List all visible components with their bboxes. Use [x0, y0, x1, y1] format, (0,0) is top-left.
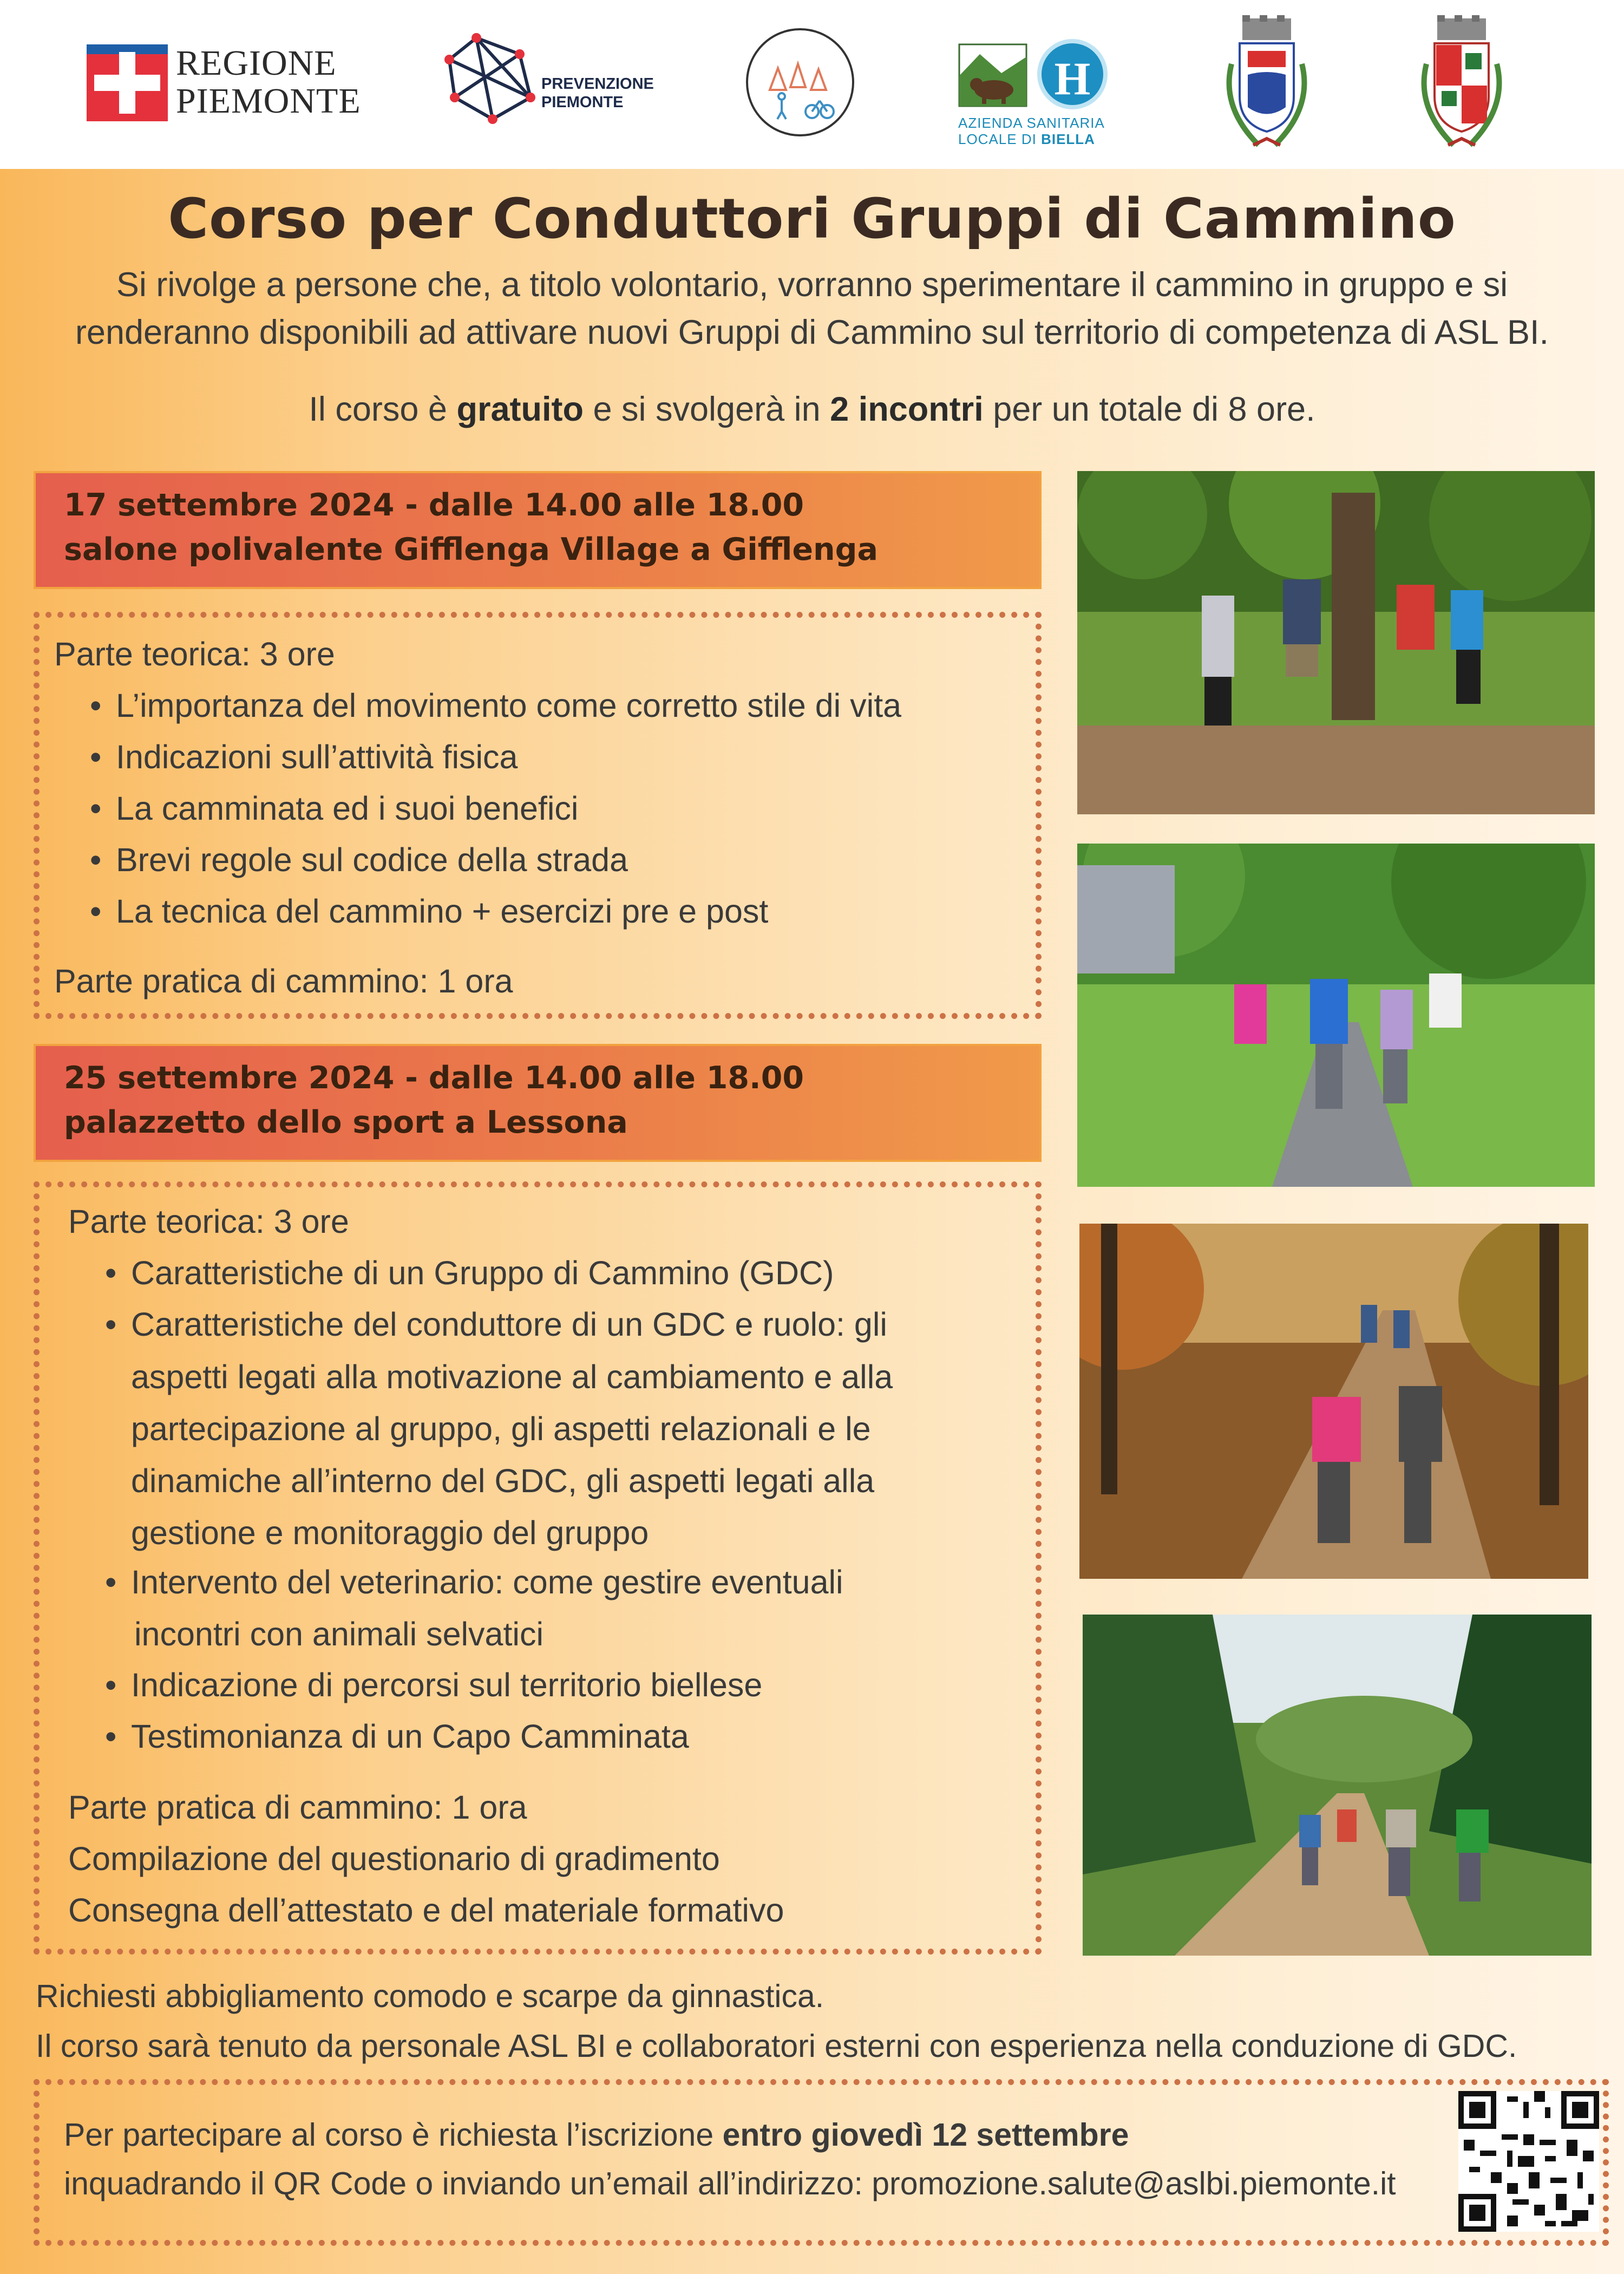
session2-topic-list: [102, 1247, 887, 1350]
lessona-coat-of-arms-icon: [1405, 15, 1518, 164]
session2-item2-continuation: aspetti legati alla motivazione al cambiamento e alla partecipazione al gruppo, gli aspetti relazionali e le dinamiche all’interno del GDC, gli aspetti legati alla gestione e monitoraggio del gruppo: [131, 1358, 893, 1551]
list-item: • La camminata ed i suoi benefici: [87, 783, 901, 834]
session2-date-banner: 25 settembre 2024 - dalle 14.00 alle 18.00 palazzetto dello sport a Lessona: [34, 1044, 1042, 1162]
page-title: Corso per Conduttori Gruppi di Cammino: [168, 187, 1456, 251]
session2-topic-list-2: [102, 1557, 843, 1608]
prevenzione-piemonte-logo-text: PREVENZIONE PIEMONTE: [541, 75, 654, 111]
intro-paragraph: Si rivolge a persone che, a titolo volontario, vorranno sperimentare il cammino in gruppo e si renderanno disponibili ad attivare nuovi Gruppi di Cammino sul territorio di competenza di ASL BI.: [75, 266, 1549, 351]
list-item: • Intervento del veterinario: come gestire eventuali: [102, 1557, 843, 1608]
walking-group-logo: [746, 28, 854, 136]
list-item: • Caratteristiche di un Gruppo di Cammino (GDC): [102, 1247, 887, 1299]
session1-topic-list: [87, 680, 901, 937]
list-item: • Indicazione di percorsi sul territorio biellese: [102, 1659, 762, 1711]
session1-date-banner: 17 settembre 2024 - dalle 14.00 alle 18.00 salone polivalente Gifflenga Village a Gifflenga: [34, 471, 1042, 589]
list-item: • Caratteristiche del conduttore di un GDC e ruolo: gli: [102, 1299, 887, 1350]
autumn-trail-photo: [1079, 1224, 1588, 1579]
bear-mountain-icon: [958, 43, 1027, 107]
session1-theory-label: Parte teorica: 3 ore: [54, 636, 335, 672]
list-item: • L’importanza del movimento come corretto stile di vita: [87, 680, 901, 731]
clothing-note: Richiesti abbigliamento comodo e scarpe da ginnastica.: [36, 1978, 824, 2014]
prevenzione-network-icon: [444, 32, 541, 125]
list-item: • La tecnica del cammino + esercizi pre e post: [87, 886, 901, 937]
session2-theory-label: Parte teorica: 3 ore: [68, 1203, 349, 1240]
qr-code-icon[interactable]: [1458, 2091, 1599, 2232]
forest-path-photo: [1083, 1615, 1592, 1956]
list-item: • Brevi regole sul codice della strada: [87, 834, 901, 886]
gifflenga-coat-of-arms-icon: [1210, 15, 1324, 164]
session1-practice-label: Parte pratica di cammino: 1 ora: [54, 963, 513, 999]
session2-certificate-label: Consegna dell’attestato e del materiale formativo: [68, 1892, 784, 1929]
course-summary: Il corso è gratuito e si svolgerà in 2 incontri per un totale di 8 ore.: [309, 390, 1315, 428]
regione-piemonte-logo-text: REGIONE PIEMONTE: [176, 43, 361, 121]
tree-and-walkers-icon: [748, 30, 852, 134]
session2-topic-list-3: [102, 1659, 762, 1762]
hospital-h-icon: H: [1037, 39, 1108, 109]
walkers-forest-photo: [1077, 471, 1595, 814]
walkers-park-photo: [1077, 844, 1595, 1187]
staff-note: Il corso sarà tenuto da personale ASL BI e collaboratori esterni con esperienza nella conduzione di GDC.: [36, 2028, 1517, 2064]
registration-deadline: Per partecipare al corso è richiesta l’iscrizione entro giovedì 12 settembre: [64, 2117, 1129, 2153]
asl-biella-logo-text: AZIENDA SANITARIA LOCALE DI BIELLA: [958, 115, 1105, 147]
session2-survey-label: Compilazione del questionario di gradimento: [68, 1840, 720, 1877]
list-item: • Indicazioni sull’attività fisica: [87, 731, 901, 783]
session2-practice-label: Parte pratica di cammino: 1 ora: [68, 1789, 527, 1826]
session2-item3-continuation: incontri con animali selvatici: [134, 1616, 544, 1652]
list-item: • Testimonianza di un Capo Camminata: [102, 1711, 762, 1762]
registration-contact: inquadrando il QR Code o inviando un’email all’indirizzo: promozione.salute@aslbi.piemonte.it: [64, 2166, 1396, 2201]
regione-piemonte-flag-icon: [87, 44, 168, 121]
